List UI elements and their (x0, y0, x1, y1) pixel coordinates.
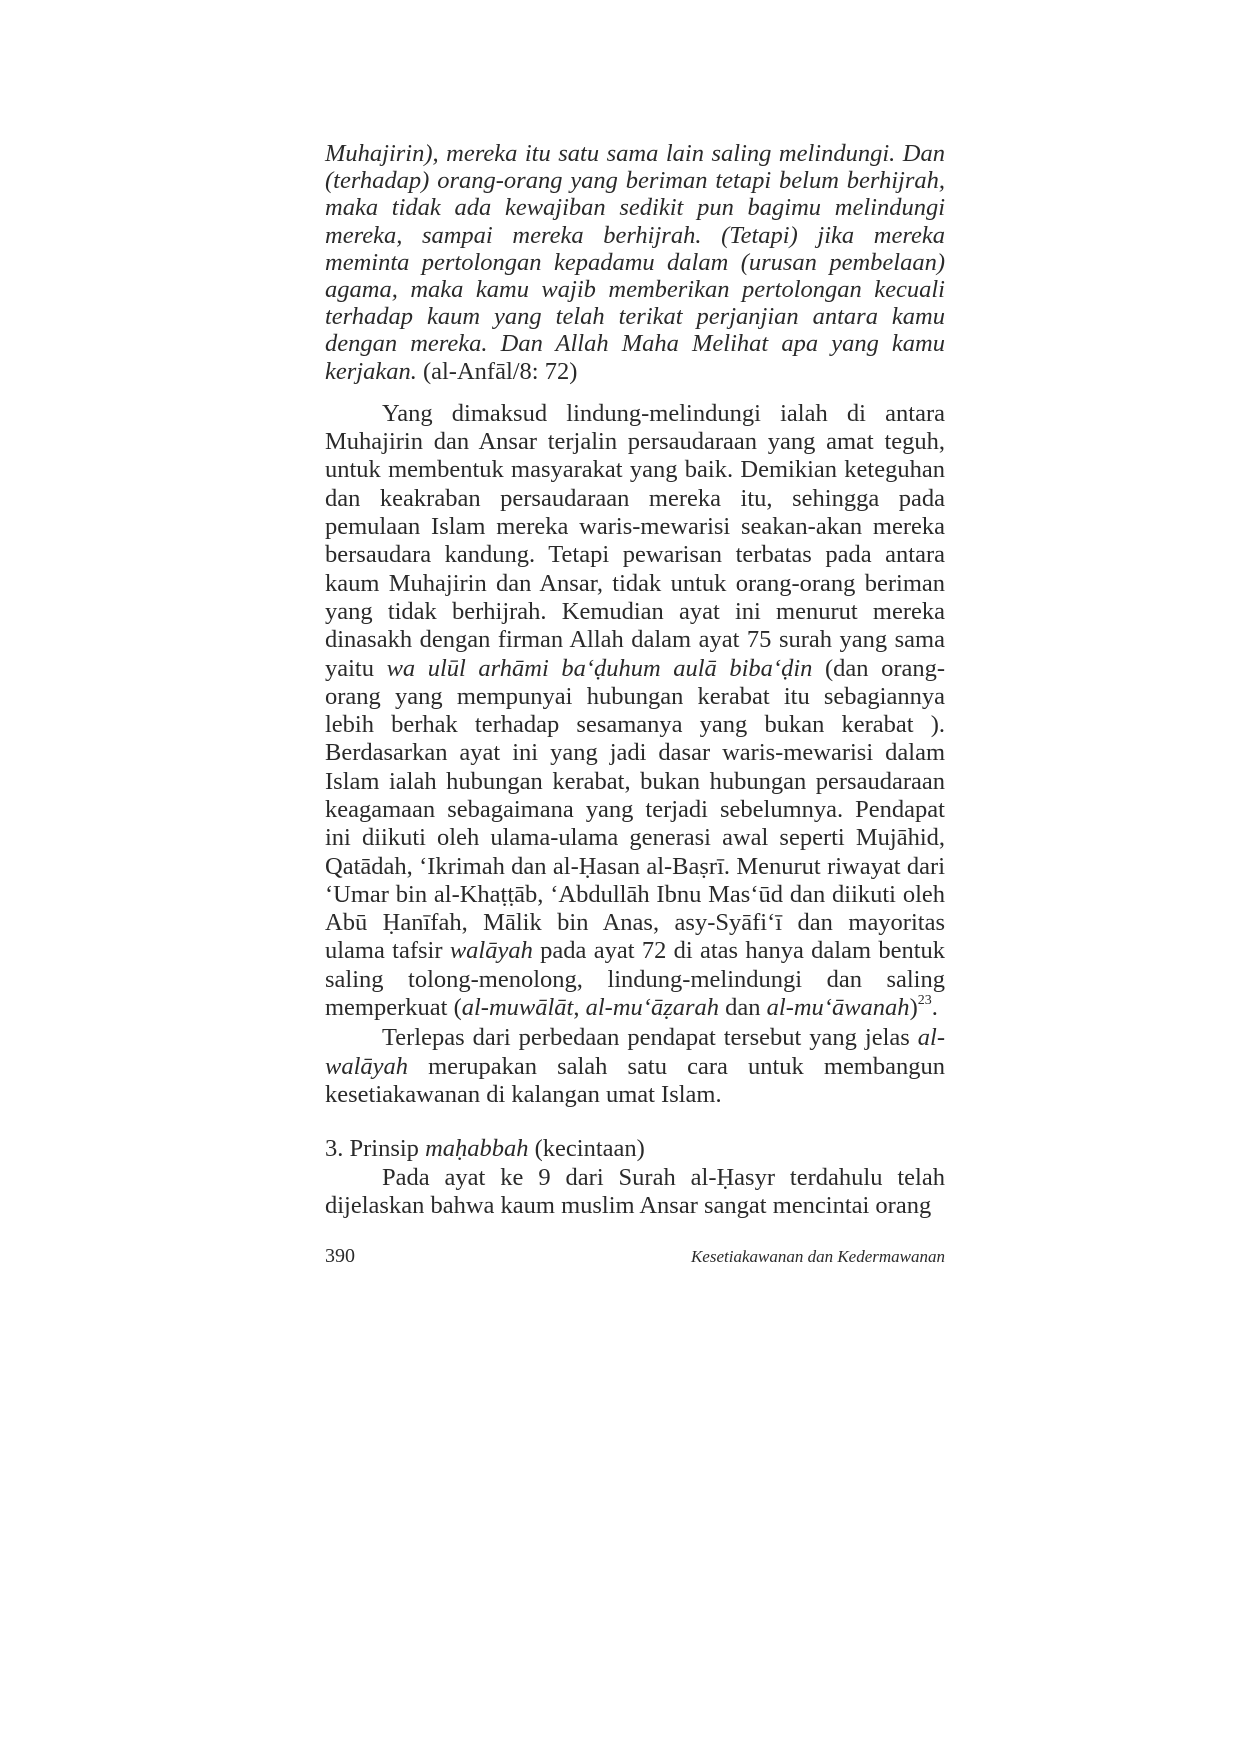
paragraph-text: (dan orang-orang yang mempunyai hubungan kerabat itu sebagiannya lebih berhak terhadap sesamanya yang bukan kerabat ). Berdasarkan ayat ini yang jadi dasar waris-mewarisi dalam Islam ialah hubungan kerabat, bukan hubungan persaudaraan keagamaan sebagaimana yang terjadi sebelumnya. Pendapat ini diikuti oleh ulama-ulama generasi awal seperti Mujāhid, Qatādah, ‘Ikrimah dan al-Ḥasan al-Baṣrī. Menurut riwayat dari ‘Umar bin al-Khaṭṭāb, ‘Abdullāh Ibnu Mas‘ūd dan diikuti oleh Abū Ḥanīfah, Mālik bin Anas, asy-Syāfi‘ī dan mayoritas ulama tafsir (325, 654, 946, 965)
arabic-term: al-mu‘āwanah (766, 994, 910, 1022)
paragraph-walayah-explanation (325, 400, 945, 1023)
running-title: Kesetiakawanan dan Kedermawanan (690, 1247, 945, 1266)
quran-translation-quote (325, 140, 945, 385)
page-number: 390 (325, 1245, 355, 1267)
quote-reference: (al-Anfāl/8: 72) (422, 357, 578, 385)
paragraph-text: pada ayat 72 di atas hanya dalam bentuk saling tolong-menolong, lindung-melindungi dan saling memperkuat ( (325, 937, 946, 1022)
paragraph-conclusion (325, 1024, 945, 1109)
section-term-translation: (kecintaan) (534, 1135, 645, 1163)
paragraph-text: Terlepas dari perbedaan pendapat tersebut yang jelas (382, 1024, 910, 1052)
paragraph-text: Yang dimaksud lindung-melindungi ialah di antara Muhajirin dan Ansar terjalin persaudaraan yang amat teguh, untuk membentuk masyarakat yang baik. Demikian keteguhan dan keakraban persaudaraan mereka itu, sehingga pada pemulaan Islam mereka waris-mewarisi seakan-akan mereka bersaudara kandung. Tetapi pewarisan terbatas pada antara kaum Muhajirin dan Ansar, tidak untuk orang-orang beriman yang tidak berhijrah. Kemudian ayat ini menurut mereka dinasakh dengan firman Allah dalam ayat 75 surah yang sama yaitu (325, 399, 945, 682)
footnote-marker: 23 (917, 992, 932, 1008)
arabic-term: al-walāyah (325, 1024, 945, 1080)
punctuation: ) (909, 994, 918, 1022)
arabic-term: al-mu‘āẓarah (585, 994, 720, 1022)
arabic-term: walāyah (449, 937, 533, 965)
paragraph-text: dan (725, 994, 761, 1022)
paragraph-text: Pada ayat ke 9 dari Surah al-Ḥasyr terdahulu telah dijelaskan bahwa kaum muslim Ansar sangat mencintai orang (325, 1163, 945, 1219)
punctuation: . (931, 994, 938, 1022)
page-footer (325, 1245, 945, 1275)
body-text (325, 140, 945, 1220)
punctuation: , (573, 994, 580, 1022)
arabic-term: al-muwālāt (461, 994, 574, 1022)
quote-text: Muhajirin), mereka itu satu sama lain saling melindungi. Dan (terhadap) orang-orang yang beriman tetapi belum berhijrah, maka tidak ada kewajiban sedikit pun bagimu melindungi mereka, sampai mereka berhijrah. (Tetapi) jika mereka meminta pertolongan kepadamu dalam (urusan pembelaan) agama, maka kamu wajib memberikan pertolongan kecuali terhadap kaum yang telah terikat perjanjian antara kamu dengan mereka. Dan Allah Maha Melihat apa yang kamu kerjakan. (325, 140, 945, 385)
paragraph-text: merupakan salah satu cara untuk membangun kesetiakawanan di kalangan umat Islam. (325, 1052, 945, 1108)
paragraph-mahabbah (325, 1164, 945, 1221)
section-term: maḥabbah (425, 1135, 529, 1163)
arabic-transliteration: wa ulūl arhāmi ba‘ḍuhum aulā biba‘ḍin (386, 654, 813, 682)
section-heading (325, 1135, 945, 1163)
section-number-label: 3. Prinsip (325, 1135, 419, 1163)
